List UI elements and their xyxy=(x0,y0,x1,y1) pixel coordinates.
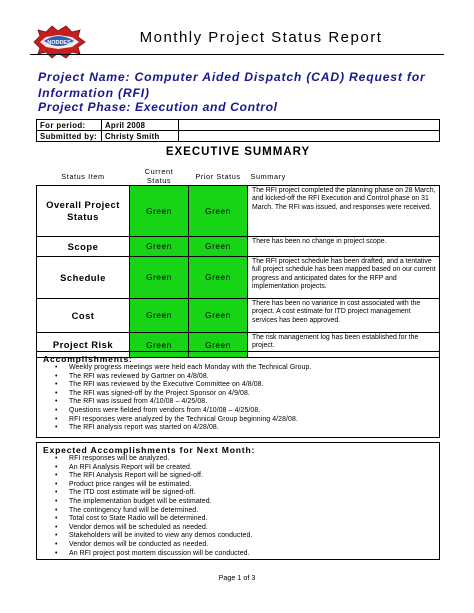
project-phase: Project Phase: Execution and Control xyxy=(38,100,278,114)
table-row xyxy=(37,299,440,333)
list-item: • Stakeholders will be invited to view any demos conducted. xyxy=(69,532,433,541)
noddes-logo xyxy=(30,22,88,62)
list-item: • Questions were fielded from vendors from 4/10/08 – 4/25/08. xyxy=(69,407,433,416)
accomplishments-section xyxy=(36,351,440,438)
executive-summary-table xyxy=(36,167,440,358)
expected-accomplishments-section xyxy=(36,442,440,560)
current-status: Green xyxy=(130,257,189,299)
list-item: • Total cost to State Radio will be determined. xyxy=(69,515,433,524)
current-status: Green xyxy=(130,237,189,257)
list-item: • RFI responses were analyzed by the Technical Group beginning 4/28/08. xyxy=(69,416,433,425)
prior-status: Green xyxy=(189,333,248,358)
col-header-status-item: Status Item xyxy=(37,167,130,186)
prior-status: Green xyxy=(189,257,248,299)
list-item: • Weekly progress meetings were held each Monday with the Technical Group. xyxy=(69,364,433,373)
period-spacer xyxy=(179,120,440,131)
col-header-summary: Summary xyxy=(248,167,440,186)
submitted-spacer xyxy=(179,131,440,142)
list-item: • The RFI was reviewed by the Executive Committee on 4/8/08. xyxy=(69,381,433,390)
page-number: Page 1 of 3 xyxy=(218,573,256,582)
table-row xyxy=(37,186,440,237)
table-row xyxy=(37,237,440,257)
table-row xyxy=(37,257,440,299)
expected-accomplishments-list xyxy=(43,455,433,558)
status-item: Project Risk xyxy=(37,333,130,358)
submitted-label: Submitted by: xyxy=(37,131,102,142)
status-summary: The RFI project schedule has been drafted, and a tentative full project schedule has been mapped based on our current progress and anticipated dates for the RFP and implementation projects. xyxy=(248,257,440,299)
list-item: • RFI responses will be analyzed. xyxy=(69,455,433,464)
prior-status: Green xyxy=(189,237,248,257)
expected-accomplishments-title: Expected Accomplishments for Next Month: xyxy=(43,445,256,455)
prior-status: Green xyxy=(189,299,248,333)
list-item: • The RFI was reviewed by Gartner on 4/8/08. xyxy=(69,373,433,382)
status-summary: There has been no variance in cost associated with the project. A cost estimate for ITD project management services has been approved. xyxy=(248,299,440,333)
status-summary: The risk management log has been established for the project. xyxy=(248,333,440,358)
status-summary: There has been no change in project scope. xyxy=(248,237,440,257)
current-status: Green xyxy=(130,186,189,237)
period-table xyxy=(36,119,440,142)
list-item: • Vendor demos will be scheduled as needed. xyxy=(69,524,433,533)
status-summary: The RFI project completed the planning phase on 28 March, and kicked-off the RFI Execution and Control phase on 31 March. The RFI was issued, and responses were received. xyxy=(248,186,440,237)
list-item: • The contingency fund will be determined. xyxy=(69,507,433,516)
status-item: Scope xyxy=(37,237,130,257)
status-item: Overall Project Status xyxy=(37,186,130,237)
list-item: • The implementation budget will be estimated. xyxy=(69,498,433,507)
submitted-value: Christy Smith xyxy=(102,131,179,142)
list-item: • The RFI analysis report was started on 4/28/08. xyxy=(69,424,433,433)
list-item: • An RFI Analysis Report will be created. xyxy=(69,464,433,473)
col-header-prior-status: Prior Status xyxy=(189,167,248,186)
list-item: • The RFI Analysis Report will be signed-off. xyxy=(69,472,433,481)
title-divider xyxy=(30,54,444,55)
list-item: • The ITD cost estimate will be signed-off. xyxy=(69,489,433,498)
executive-summary-title: EXECUTIVE SUMMARY xyxy=(165,146,311,158)
list-item: • Product price ranges will be estimated. xyxy=(69,481,433,490)
list-item: • The RFI was issued from 4/10/08 – 4/25/08. xyxy=(69,398,433,407)
svg-text:NODDES: NODDES xyxy=(47,40,71,46)
period-label: For period: xyxy=(37,120,102,131)
status-item: Schedule xyxy=(37,257,130,299)
prior-status: Green xyxy=(189,186,248,237)
status-item: Cost xyxy=(37,299,130,333)
current-status: Green xyxy=(130,299,189,333)
col-header-current-status: Current Status xyxy=(130,167,189,186)
list-item: • Vendor demos will be conducted as needed. xyxy=(69,541,433,550)
accomplishments-list xyxy=(43,364,433,433)
accomplishments-title: Accomplishments: xyxy=(43,354,133,364)
project-name: Project Name: Computer Aided Dispatch (CAD) Request for Information (RFI) xyxy=(38,70,426,100)
list-item: • An RFI project post mortem discussion will be conducted. xyxy=(69,550,433,559)
current-status: Green xyxy=(130,333,189,358)
report-title: Monthly Project Status Report xyxy=(139,29,383,46)
list-item: • The RFI was signed-off by the Project Sponsor on 4/9/08. xyxy=(69,390,433,399)
period-value: April 2008 xyxy=(102,120,179,131)
